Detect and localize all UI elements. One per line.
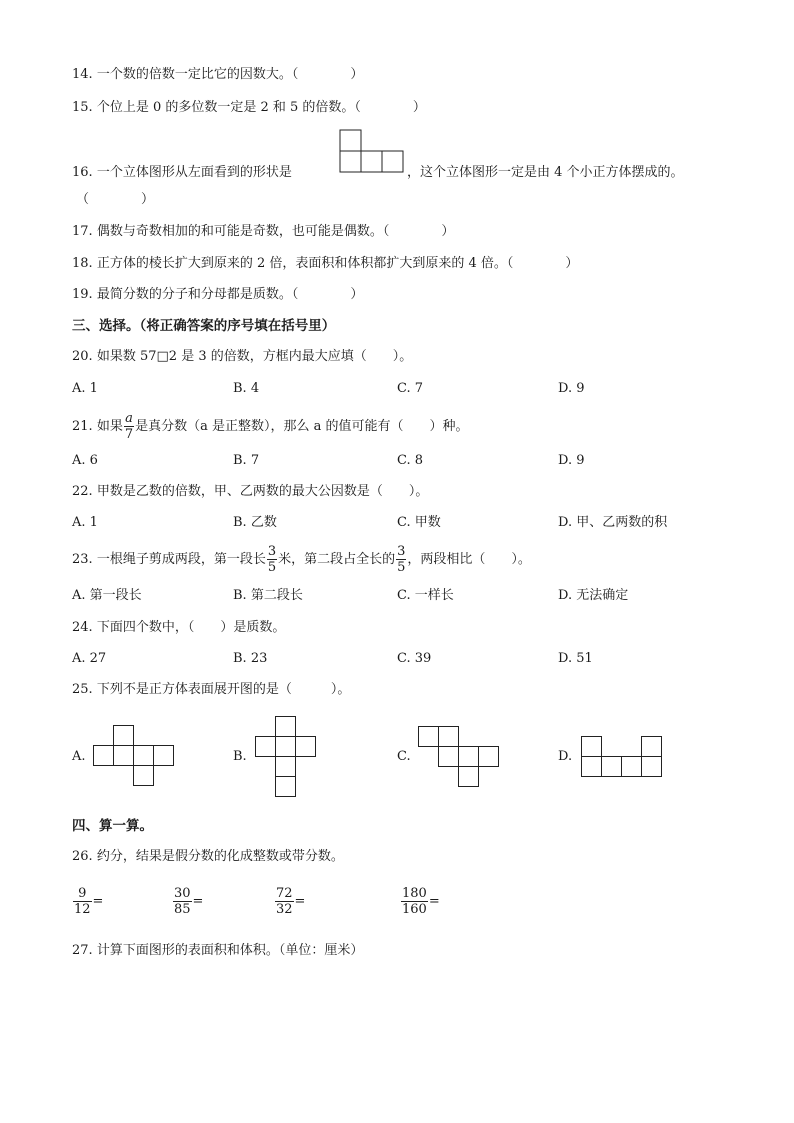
equals-sign: = (92, 894, 104, 909)
question-15 (72, 99, 426, 117)
option-d: D. 51 (558, 651, 593, 666)
option-a: A. 1 (72, 381, 98, 396)
section-heading-calculate: 四、算一算。 (72, 818, 153, 834)
question-number: 20. (72, 349, 93, 364)
question-21 (72, 410, 469, 444)
question-number: 17. (72, 224, 93, 239)
option-a: A. 6 (72, 453, 98, 468)
option-b: B. 23 (233, 651, 268, 666)
option-b: B. 4 (233, 381, 260, 396)
question-text-middle: 米，第二段占全长的 (278, 552, 396, 567)
option-c: C. 一样长 (397, 588, 454, 603)
numerator: 3 (267, 544, 277, 559)
option-a: A. 1 (72, 515, 98, 530)
fraction (401, 886, 428, 917)
question-27 (72, 942, 363, 960)
option-c: C. 39 (397, 651, 432, 666)
question-16-continuation (407, 164, 684, 182)
option-d: D. 9 (558, 381, 585, 396)
equals-sign: = (428, 894, 440, 909)
fraction-a-over-7 (124, 411, 134, 442)
question-text: 偶数与奇数相加的和可能是奇数，也可能是偶数。（ ） (96, 224, 455, 239)
question-26 (72, 848, 344, 866)
option-c-label: C. (397, 749, 411, 764)
fraction-item (172, 884, 203, 920)
cube-net-option-c (417, 725, 501, 789)
question-number: 21. (72, 419, 93, 434)
option-a-label: A. (72, 749, 86, 764)
question-text: 一个立体图形从左面看到的形状是 (96, 165, 292, 180)
question-text: 计算下面图形的表面积和体积。（单位：厘米） (96, 943, 364, 958)
denominator: 160 (402, 902, 427, 917)
equals-sign: = (294, 894, 306, 909)
question-text: 如果 (96, 419, 123, 434)
section-heading-choice: 三、选择。（将正确答案的序号填在括号里） (72, 318, 336, 334)
question-number: 24. (72, 620, 93, 635)
option-c: C. 8 (397, 453, 424, 468)
question-text-continued: 是真分数（a 是正整数），那么 a 的值可能有（ ）种。 (135, 419, 469, 434)
numerator: 72 (276, 886, 293, 901)
question-25 (72, 681, 350, 699)
option-a: A. 第一段长 (72, 588, 142, 603)
question-text: 约分，结果是假分数的化成整数或带分数。 (96, 849, 344, 864)
question-number: 19. (72, 287, 93, 302)
question-19 (72, 286, 363, 304)
question-24 (72, 619, 285, 637)
question-number: 26. (72, 849, 93, 864)
question-number: 14. (72, 67, 93, 82)
question-18 (72, 255, 578, 273)
option-d: D. 9 (558, 453, 585, 468)
question-number: 15. (72, 100, 93, 115)
question-17 (72, 223, 454, 241)
option-b: B. 乙数 (233, 515, 277, 530)
numerator: a (125, 411, 133, 426)
question-number: 23. (72, 552, 93, 567)
fraction-3-5 (396, 544, 406, 575)
fraction (275, 886, 294, 917)
question-23 (72, 543, 531, 577)
question-20 (72, 348, 412, 366)
question-14 (72, 66, 363, 84)
question-number: 27. (72, 943, 93, 958)
question-number: 22. (72, 484, 93, 499)
option-b: B. 第二段长 (233, 588, 303, 603)
cube-net-option-d (580, 735, 664, 779)
question-number: 18. (72, 256, 93, 271)
fraction-item (72, 884, 103, 920)
answer-parentheses: （ ） (76, 192, 155, 207)
question-text: 正方体的棱长扩大到原来的 2 倍，表面积和体积都扩大到原来的 4 倍。（ ） (96, 256, 579, 271)
option-b: B. 7 (233, 453, 260, 468)
question-text: 个位上是 0 的多位数一定是 2 和 5 的倍数。（ ） (96, 100, 426, 115)
numerator: 180 (402, 886, 427, 901)
question-number: 25. (72, 682, 93, 697)
denominator: 7 (124, 427, 134, 442)
question-text: ，这个立体图形一定是由 4 个小正方体摆成的。 (407, 165, 684, 180)
question-text: 如果数 57□2 是 3 的倍数，方框内最大应填（ ）。 (96, 349, 413, 364)
denominator: 5 (397, 560, 406, 575)
question-22 (72, 483, 428, 501)
option-c: C. 7 (397, 381, 424, 396)
denominator: 5 (267, 560, 277, 575)
option-c: C. 甲数 (397, 515, 441, 530)
numerator: 3 (397, 544, 406, 559)
cube-net-option-a (92, 724, 176, 788)
fraction (73, 886, 92, 917)
question-number: 16. (72, 165, 93, 180)
question-text-end: ，两段相比（ ）。 (407, 552, 531, 567)
question-text: 下面四个数中，（ ）是质数。 (96, 620, 286, 635)
fraction (173, 886, 192, 917)
fraction-3-5 (267, 544, 277, 575)
denominator: 12 (74, 902, 91, 917)
question-text: 最简分数的分子和分母都是质数。（ ） (96, 287, 364, 302)
equals-sign: = (192, 894, 204, 909)
numerator: 30 (174, 886, 191, 901)
option-d-label: D. (558, 749, 573, 764)
question-text: 甲数是乙数的倍数，甲、乙两数的最大公因数是（ ）。 (96, 484, 429, 499)
option-d: D. 甲、乙两数的积 (558, 515, 668, 530)
question-16 (72, 164, 292, 182)
cube-net-option-b (254, 715, 318, 799)
left-view-figure (339, 129, 405, 175)
option-a: A. 27 (72, 651, 107, 666)
denominator: 85 (174, 902, 191, 917)
option-d: D. 无法确定 (558, 588, 629, 603)
question-text: 一根绳子剪成两段，第一段长 (96, 552, 266, 567)
fraction-item (274, 884, 305, 920)
numerator: 9 (78, 886, 87, 901)
question-text: 下列不是正方体表面展开图的是（ ）。 (96, 682, 351, 697)
option-b-label: B. (233, 749, 247, 764)
denominator: 32 (276, 902, 293, 917)
question-text: 一个数的倍数一定比它的因数大。（ ） (96, 67, 364, 82)
fraction-item (400, 884, 440, 920)
